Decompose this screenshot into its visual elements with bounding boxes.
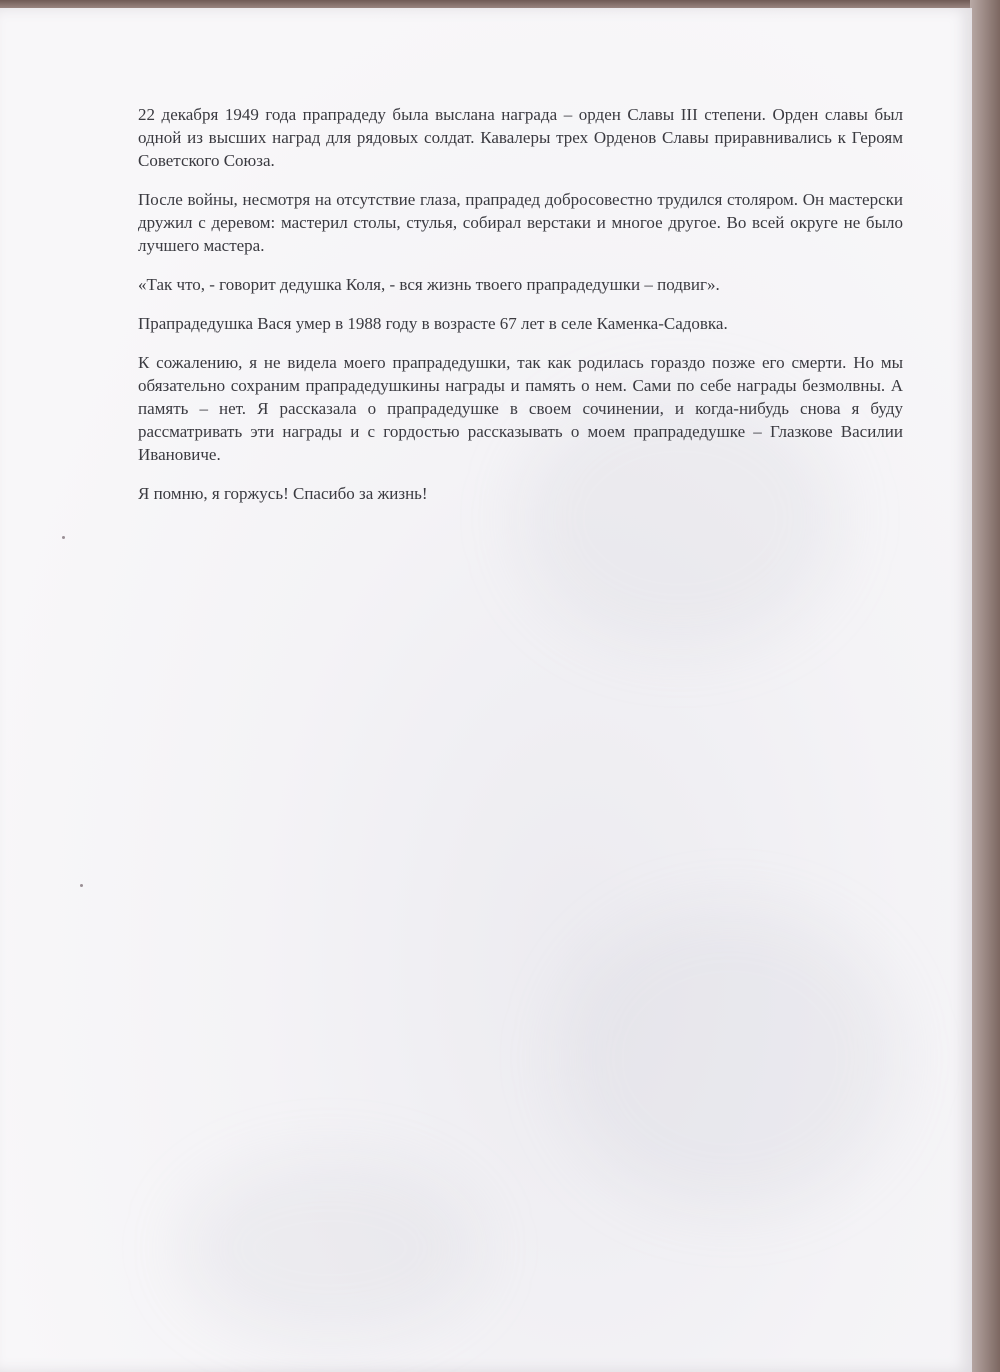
paper-smudge [180, 1158, 480, 1338]
paragraph-death: Прапрадедушка Вася умер в 1988 году в возрасте 67 лет в селе Каменка-Садовка. [138, 314, 728, 333]
paragraph-quote: «Так что, - говорит дедушка Коля, - вся жизнь твоего прапрадедушки – подвиг». [138, 275, 720, 294]
paragraph-memory: К сожалению, я не видела моего прапрадедушки, так как родилась гораздо позже его смерти. Но мы обязательно сохраним прапрадедушкины награды и память о нем. Сами по себе награды безмолвны. А память – нет. Я рассказала о прапрадедушке в своем сочинении, и когда-нибудь снова я буду рассматривать эти награды и с гордостью рассказывать о моем прапрадедушке – Глазкове Василии Ивановиче. [138, 353, 903, 464]
paragraph-closing: Я помню, я горжусь! Спасибо за жизнь! [138, 484, 428, 503]
document-text [138, 103, 903, 521]
paragraph-award: 22 декабря 1949 года прапрадеду была выслана награда – орден Славы III степени. Орден славы был одной из высших наград для рядовых солдат. Кавалеры трех Орденов Славы приравнивались к Героям Советского Союза. [138, 105, 903, 170]
paper-speck [80, 884, 83, 887]
paper-smudge [560, 908, 900, 1208]
scanner-edge-right [970, 0, 1000, 1372]
paper-speck [62, 536, 65, 539]
paragraph-after-war: После войны, несмотря на отсутствие глаза, прапрадед добросовестно трудился столяром. Он мастерски дружил с деревом: мастерил столы, стулья, собирал верстаки и многое другое. Во всей округе не было лучшего мастера. [138, 190, 903, 255]
